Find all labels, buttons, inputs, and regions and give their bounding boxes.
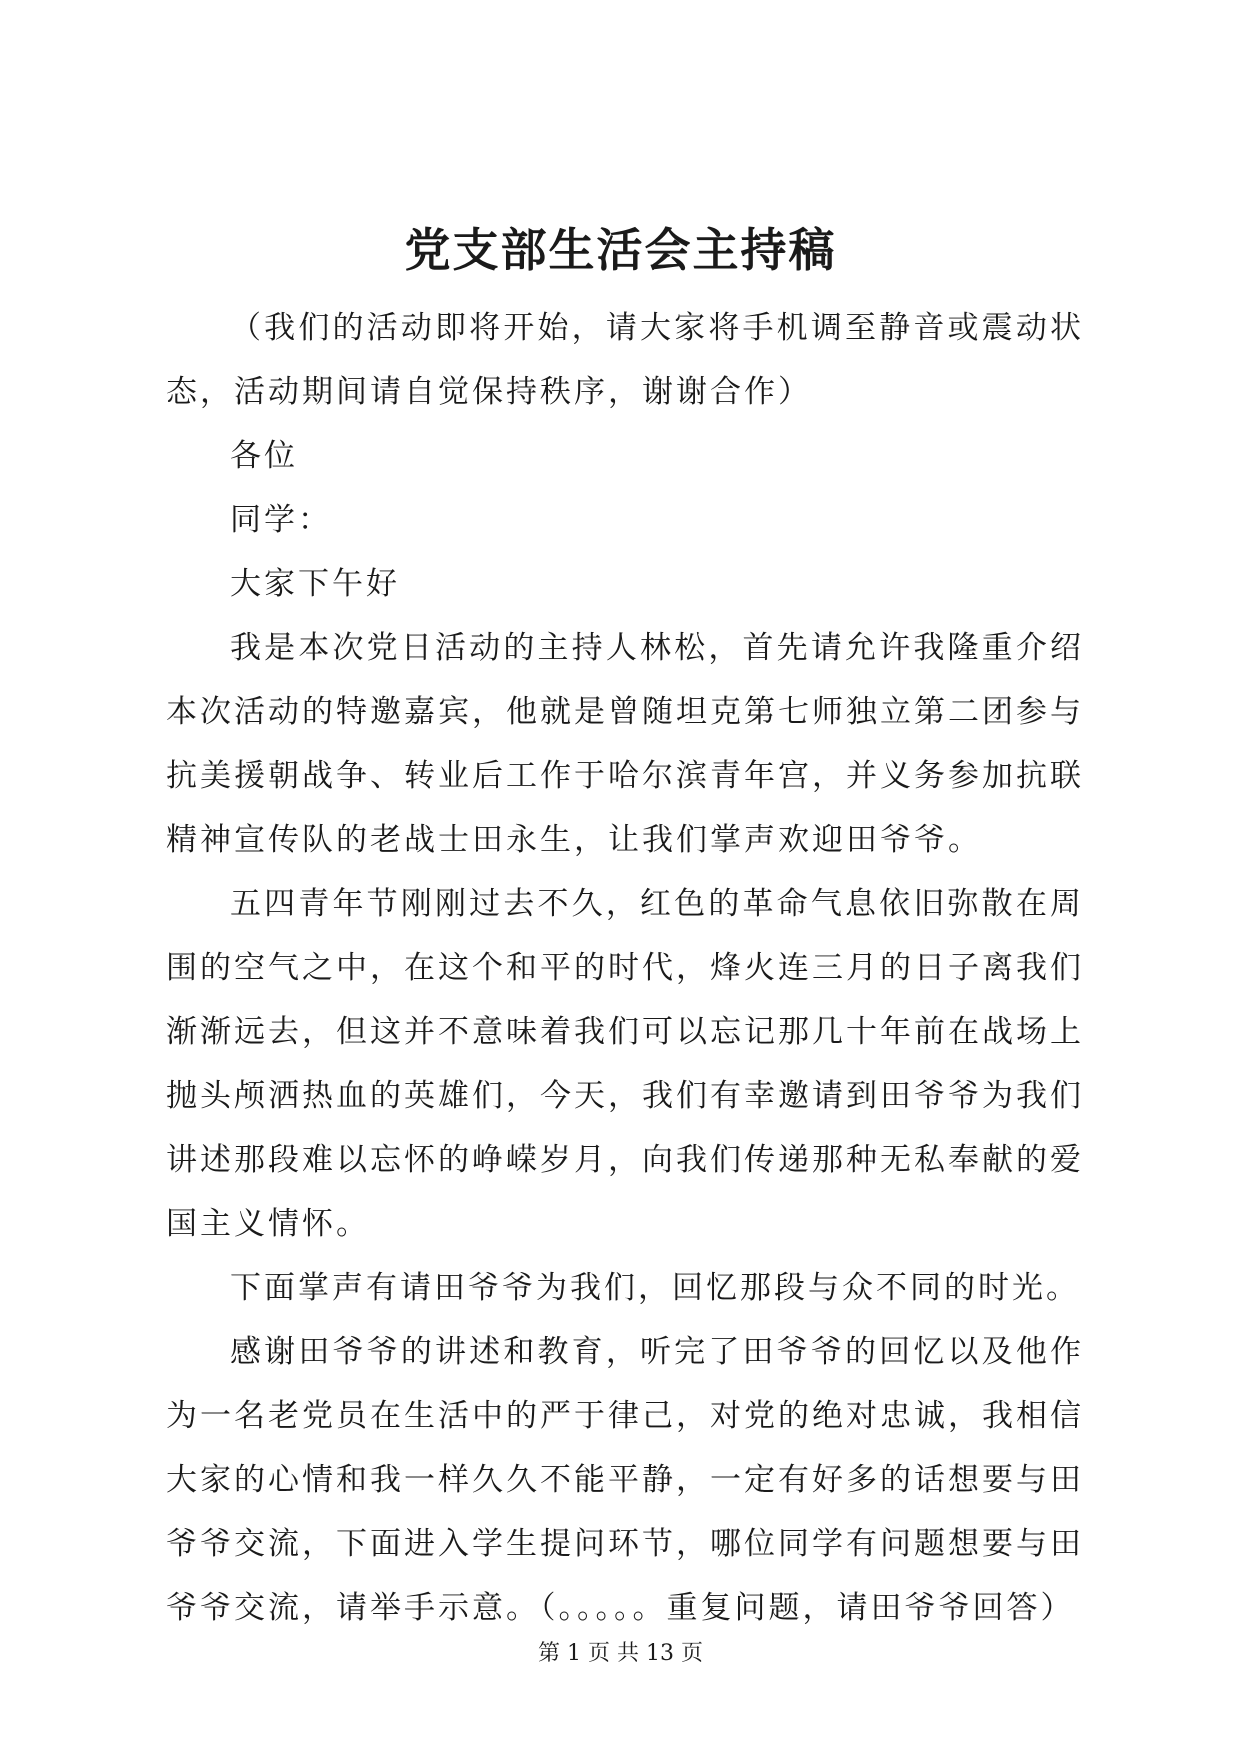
notice-paragraph: （我们的活动即将开始，请大家将手机调至静音或震动状态，活动期间请自觉保持秩序，谢谢合作） (166, 310, 1084, 410)
page-footer: 第 1 页 共 13 页 (538, 1641, 703, 1666)
document-title: 党支部生活会主持稿 (404, 223, 837, 277)
document-body (166, 296, 1084, 1640)
salutation-line-1: 各位 (230, 438, 298, 474)
salutation-line-2: 同学： (230, 502, 332, 538)
context-paragraph: 五四青年节刚刚过去不久，红色的革命气息依旧弥散在周围的空气之中，在这个和平的时代，烽火连三月的日子离我们渐渐远去，但这并不意味着我们可以忘记那几十年前在战场上抛头颅洒热血的英雄们，今天，我们有幸邀请到田爷爷为我们讲述那段难以忘怀的峥嵘岁月，向我们传递那种无私奉献的爱国主义情怀。 (166, 886, 1084, 1242)
invitation-paragraph: 下面掌声有请田爷爷为我们，回忆那段与众不同的时光。 (230, 1270, 1080, 1306)
intro-paragraph: 我是本次党日活动的主持人林松，首先请允许我隆重介绍本次活动的特邀嘉宾，他就是曾随坦克第七师独立第二团参与抗美援朝战争、转业后工作于哈尔滨青年宫，并义务参加抗联精神宣传队的老战士田永生，让我们掌声欢迎田爷爷。 (166, 630, 1084, 858)
qa-paragraph: 感谢田爷爷的讲述和教育，听完了田爷爷的回忆以及他作为一名老党员在生活中的严于律己，对党的绝对忠诚，我相信大家的心情和我一样久久不能平静，一定有好多的话想要与田爷爷交流，下面进入学生提问环节，哪位同学有问题想要与田爷爷交流，请举手示意。（。。。。。重复问题，请田爷爷回答） (166, 1334, 1084, 1626)
greeting-line: 大家下午好 (230, 566, 400, 602)
